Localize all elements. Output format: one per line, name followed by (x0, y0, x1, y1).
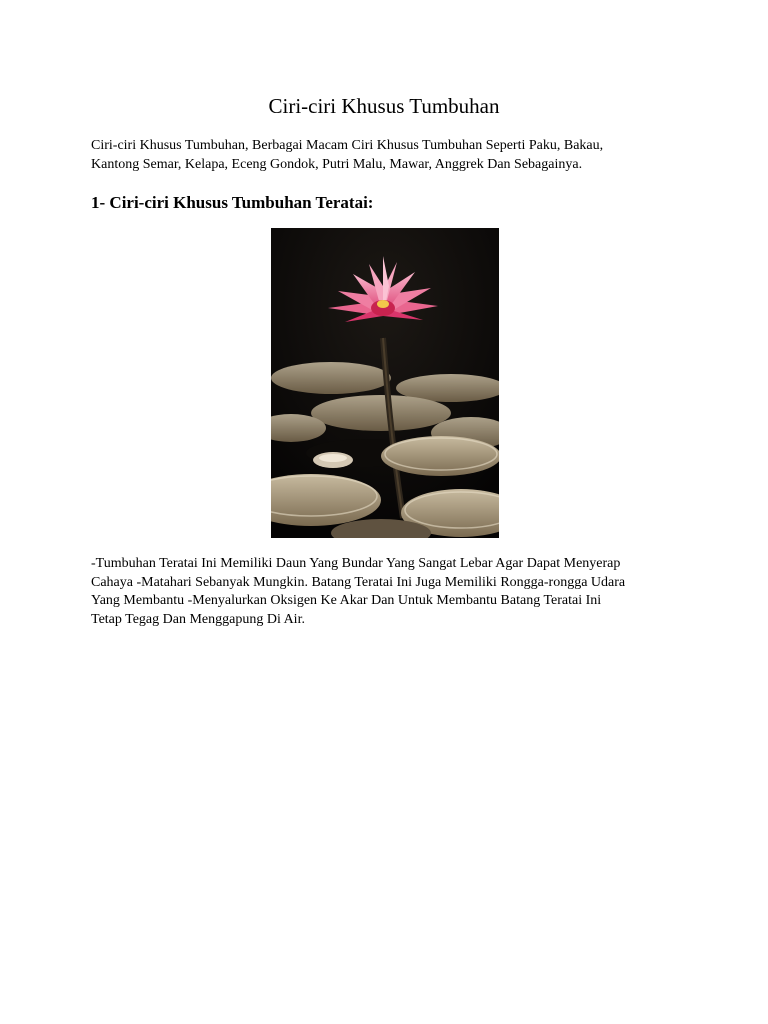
body-line: Tetap Tegag Dan Menggapung Di Air. (91, 611, 305, 627)
body-line: -Tumbuhan Teratai Ini Memiliki Daun Yang Bundar Yang Sangat Lebar Agar Dapat Menyerap (91, 556, 621, 571)
body-paragraph (91, 555, 691, 629)
intro-line: Ciri-ciri Khusus Tumbuhan, Berbagai Macam Ciri Khusus Tumbuhan Seperti Paku, Bakau, (91, 138, 604, 153)
body-line: Yang Membantu -Menyalurkan Oksigen Ke Akar Dan Untuk Membantu Batang Teratai Ini (91, 593, 602, 608)
body-line: Cahaya -Matahari Sebanyak Mungkin. Batang Teratai Ini Juga Memiliki Rongga-rongga Udara (91, 574, 626, 590)
intro-paragraph (91, 137, 681, 174)
page-title: Ciri-ciri Khusus Tumbuhan (268, 94, 500, 118)
section-heading: 1- Ciri-ciri Khusus Tumbuhan Teratai: (91, 193, 374, 212)
water-lily-photo (271, 228, 499, 538)
intro-line: Kantong Semar, Kelapa, Eceng Gondok, Putri Malu, Mawar, Anggrek Dan Sebagainya. (91, 156, 583, 172)
